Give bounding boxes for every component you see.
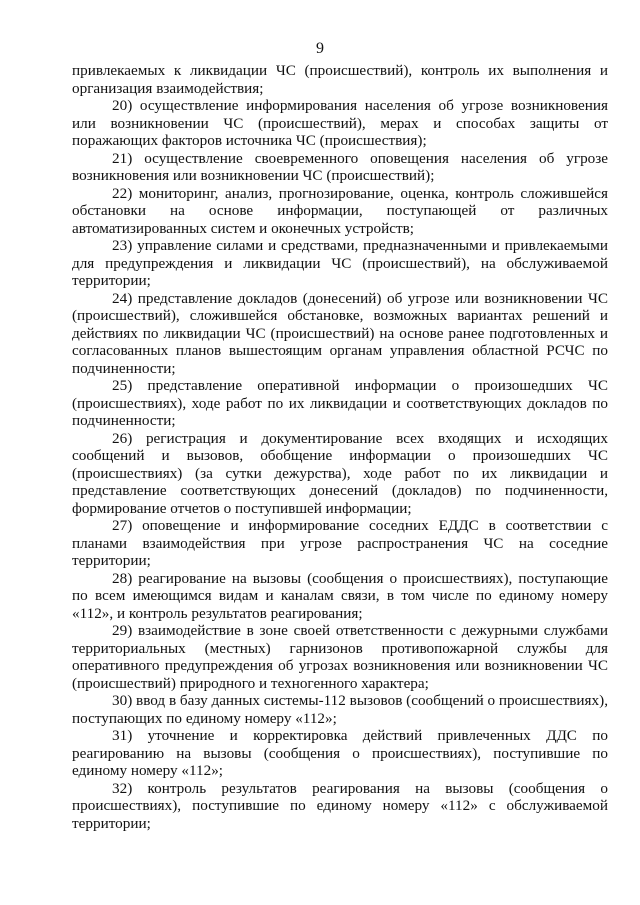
- list-item-22: 22) мониторинг, анализ, прогнозирование, оценка, контроль сложившейся обстановки на основе информации, поступающей от различных автоматизированных систем и оконечных устройств;: [72, 184, 608, 237]
- list-item-23: 23) управление силами и средствами, предназначенными и привлекаемыми для предупреждения и ликвидации ЧС (происшествий), на обслуживаемой территории;: [72, 237, 608, 289]
- list-item-29: 29) взаимодействие в зоне своей ответственности с дежурными службами территориальных (местных) гарнизонов противопожарной службы для оперативного предупреждения об угрозах возникновения или возникновении ЧС (происшествий) природного и техногенного характера;: [72, 622, 608, 692]
- list-item-25: 25) представление оперативной информации о произошедших ЧС (происшествиях), ходе работ по их ликвидации и соответствующих докладов по подчиненности;: [72, 377, 608, 429]
- list-item-20: 20) осуществление информирования населения об угрозе возникновения или возникновении ЧС (происшествий), мерах и способах защиты от поражающих факторов источника ЧС (происшествия);: [72, 97, 608, 149]
- list-item-28: 28) реагирование на вызовы (сообщения о происшествиях), поступающие по всем имеющимся видам и каналам связи, в том числе по единому номеру «112», и контроль результатов реагирования;: [72, 569, 608, 622]
- document-body: [72, 62, 608, 832]
- list-item-24: 24) представление докладов (донесений) об угрозе или возникновении ЧС (происшествий), сложившейся обстановке, возможных вариантах решений и действиях по ликвидации ЧС (происшествий) на основе ранее подготовленных и согласованных планов вышестоящим органам управления областной РСЧС по подчиненности;: [72, 289, 608, 377]
- list-item-27: 27) оповещение и информирование соседних ЕДДС в соответствии с планами взаимодействия при угрозе распространения ЧС на соседние территории;: [72, 517, 608, 569]
- list-item-21: 21) осуществление своевременного оповещения населения об угрозе возникновения или возникновении ЧС (происшествий);: [72, 149, 608, 184]
- list-item-32: 32) контроль результатов реагирования на вызовы (сообщения о происшествиях), поступившие по единому номеру «112» с обслуживаемой территории;: [72, 779, 608, 832]
- list-item-31: 31) уточнение и корректировка действий привлеченных ДДС по реагированию на вызовы (сообщения о происшествиях), поступившие по единому номеру «112»;: [72, 727, 608, 779]
- page-number: 9: [316, 40, 324, 57]
- list-item-30: 30) ввод в базу данных системы-112 вызовов (сообщений о происшествиях), поступающих по единому номеру «112»;: [72, 692, 608, 727]
- paragraph-continuation: привлекаемых к ликвидации ЧС (происшествий), контроль их выполнения и организация взаимодействия;: [72, 62, 608, 97]
- list-item-26: 26) регистрация и документирование всех входящих и исходящих сообщений и вызовов, обобщение информации о произошедших ЧС (происшествиях) (за сутки дежурства), ходе работ по их ликвидации и представление соответствующих донесений (докладов) по подчиненности, формирование отчетов о поступившей информации;: [72, 429, 608, 517]
